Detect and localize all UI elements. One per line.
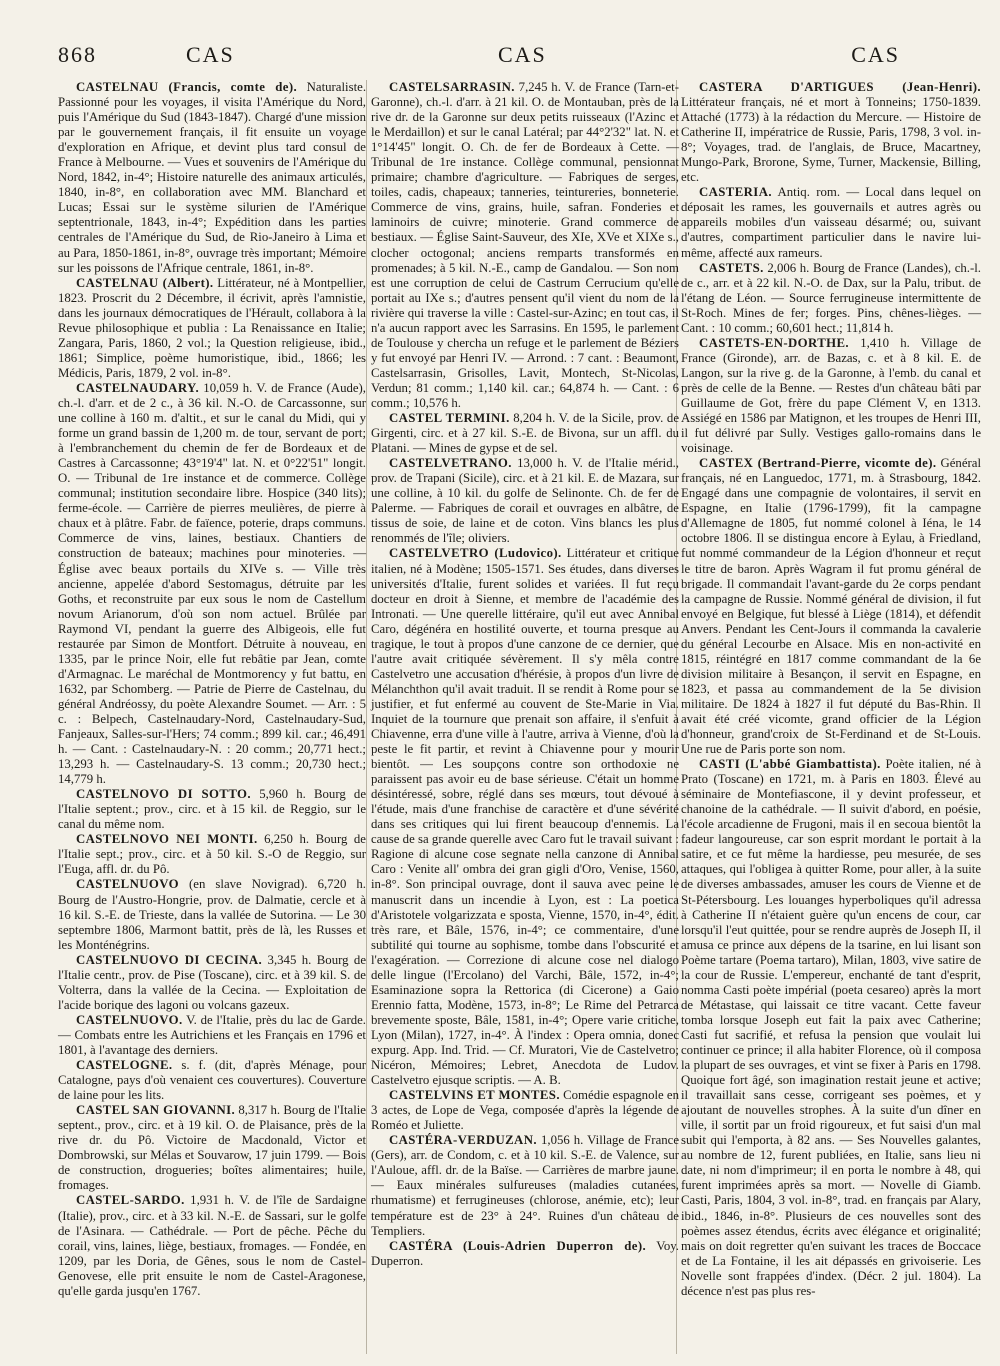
dictionary-entry: [58, 953, 366, 1013]
entry-headword: CASTETS.: [699, 260, 764, 275]
entry-text: Général français, né en Languedoc, 1771, m. à Strasbourg, 1842. Engagé dans une compagnie de volontaires, il servit en Espagne, en Italie (1796-1799), fit la campagne d'Allemagne de 1805, fut nommé colonel à Iéna, le 14 octobre 1806. Il se distingua encore à Eylau, à Friedland, fut nommé commandeur de la Légion d'honneur et reçut le titre de baron. Après Wagram il fut promu général de brigade. Il commandait l'avant-garde du 2e corps pendant la campagne de Russie. Nommé général de division, il fut envoyé en Belgique, fut blessé à Liège (1814), et défendit Anvers. Pendant les Cent-Jours il commanda la cavalerie du général Lecourbe en Alsace. Mis en non-activité en 1815, réintégré en 1817 comme commandant de la 6e division militaire à Besançon, il servit en Espagne, en 1823, et passa au commandement de la 5e division militaire. De 1824 à 1827 il fut député du Bas-Rhin. Il avait été créé vicomte, grand officier de la Légion d'honneur, grand'croix de St-Ferdinand et de St-Louis. Une rue de Paris porte son nom.: [681, 456, 981, 757]
dictionary-entry: [371, 1239, 679, 1269]
dictionary-entry: [371, 1133, 679, 1238]
dictionary-entry: [58, 381, 366, 787]
running-head-center: CAS: [498, 42, 547, 67]
entry-headword: CASTETS-EN-DORTHE.: [699, 335, 850, 350]
entry-text: 1,410 h. Village de France (Gironde), arr. de Bazas, c. et à 8 kil. E. de Langon, sur la rive g. de la Garonne, à l'emb. du canal et près de celle de la Benne. — Restes d'un château bâti par Guillaume de Got, frère du pape Clément V, en 1313. Assiégé en 1586 par Matignon, et les troupes de Henri III, il fut délivré par Sully. Vestiges gallo-romains dans le voisinage.: [681, 335, 981, 456]
entry-headword: CASTELNAU (Francis, comte de).: [76, 80, 298, 94]
column-divider: [366, 80, 367, 1354]
entry-headword: CASTELVINS ET MONTES.: [389, 1088, 560, 1103]
dictionary-entry: [58, 80, 366, 276]
entry-headword: CASTEL-SARDO.: [76, 1193, 185, 1208]
entry-text: (en slave Novigrad). 6,720 h. Bourg de l'Austro-Hongrie, prov. de Dalmatie, cercle et à 16 kil. S.-E. de Trieste, dans la vallée de Sutorina. — Le 30 septembre 1806, Marmont battit, près de là, les Russes et les Monténégrins.: [58, 877, 366, 952]
entry-headword: CASTELVETRANO.: [389, 456, 512, 471]
dictionary-entry: [58, 832, 366, 877]
entry-text: Antiq. rom. — Local dans lequel on déposait les rames, les gouvernails et autres agrès ou appareils mobiles d'un vaisseau désarmé; ou, suivant d'autres, compartiment particulier dans le navire lui-même, affecté aux rameurs.: [681, 185, 981, 260]
entry-text: Littérateur et critique italien, né à Modène; 1505-1571. Ses études, dans diverses universités d'Italie, furent solides et variées. Il fut reçu docteur en droit à Sienne, et membre de l'académie des Intronati. — Une querelle littéraire, qu'il eut avec Annibal Caro, dégénéra en hostilité ouverte, et tourna presque au tragique, le tout à propos d'une canzone de ce dernier, que l'autre avait critiquée sévèrement. Il s'y mêla contre Castelvetro une accusation d'hérésie, à propos d'un livre de Mélanchthon qu'il avait traduit. Il se rendit à Rome pour se justifier, et fut enfermé au couvent de Ste-Marie in Via. Inquiet de la tournure que prenait son affaire, il s'enfuit à Chiavenne, erra d'une ville à l'autre, arriva à Vienne, d'où la peste le fit partir, et revint à Chiavenne pour y mourir bientôt. — Les soupçons contre son orthodoxie ne paraissent pas avoir eu de base sérieuse. C'était un homme désintéressé, sobre, réglé dans ses mœurs, tout dévoué à l'étude, mais d'une franchise de caractère et d'une sévérité dans ses critiques qui lui firent beaucoup d'ennemis. La cause de sa grande querelle avec Caro fut le travail suivant : Ragione di alcune cose segnate nella canzone di Annibal Caro : Venite all' ombra dei gran gigli d'Oro, Venise, 1560, in-8°. Son principal ouvrage, dont il sauva avec peine le manuscrit dans un incendie à Lyon, est : La poetica d'Aristotele volgarizzata e sposta, Vienne, 1570, in-4°, édit. très rare, et Bâle, 1576, in-4°; ce commentaire, d'une subtilité qui tourne au sophisme, tombe dans l'obscurité et l'exagération. — Correzione di alcune cose nel dialogo delle lingue (l'Ercolano) del Varchi, Bâle, 1572, in-4°; Esaminazione sopra la Rettorica (di Cicerone) a Gaio Erennio fatta, Modène, 1573, in-8°; Le Rime del Petrarca brevemente sposte, Bâle, 1581, in-4°; Opere varie critiche, Lyon (Milan), 1727, in-4°. À l'index : Opera omnia, donec expurg. App. Ind. Trid. — Cf. Muratori, Vie de Castelvetro; Nicéron, Mémoires; Lebret, Anecdota de Ludov. Castelvetro ejusque scriptis. — A. B.: [371, 546, 679, 1088]
entry-text: s. f. (dit, d'après Ménage, pour Catalogne, pays d'où venaient ces couvertures). Couverture de laine pour les lits.: [58, 1058, 366, 1103]
column-middle: [371, 80, 679, 1269]
dictionary-entry: [371, 456, 679, 546]
entry-text: 3,345 h. Bourg de l'Italie centr., prov. de Pise (Toscane), circ. et à 39 kil. S. de Volterra, dans la vallée de la Cecina. — Exploitation de l'acide borique des lagoni ou volcans gazeux.: [58, 952, 367, 1012]
dictionary-entry: [371, 546, 679, 1088]
dictionary-entry: [58, 1193, 366, 1298]
entry-headword: CASTERA D'ARTIGUES (Jean-Henri).: [699, 80, 981, 94]
entry-headword: CASTELSARRASIN.: [389, 80, 515, 94]
entry-headword: CASTELOGNE.: [76, 1058, 173, 1073]
dictionary-entry: [58, 787, 366, 832]
entry-text: 8,204 h. V. de la Sicile, prov. de Girgenti, circ. et à 27 kil. S.-E. de Bivona, sur un affl. du Platani. — Mines de gypse et de sel.: [371, 411, 680, 456]
entry-headword: CASTELVETRO (Ludovico).: [389, 546, 562, 561]
entry-headword: CASTELNUOVO DI CECINA.: [76, 952, 263, 967]
entry-text: V. de l'Italie, près du lac de Garde. — Combats entre les Autrichiens et les Français en 1796 et 1801, à l'avantage des derniers.: [58, 1012, 366, 1057]
entry-text: Poète italien, né à Prato (Toscane) en 1721, m. à Paris en 1803. Élevé au séminaire de Montefiascone, il y devint professeur, et chanoine de la cathédrale. — Il suivit d'abord, en poésie, l'école arcadienne de Frugoni, mais il en secoua bientôt la fadeur langoureuse, car son esprit mordant le portait à la satire, et ce fut même la hardiesse, peu mesurée, de ses attaques, qui l'obligea à quitter Rome, pour aller, à la suite de diverses ambassades, amuser les cours de Vienne et de St-Pétersbourg. Les louanges hyperboliques qu'il adressa à Catherine II n'étaient guère qu'un encens de cour, car lorsqu'il l'eut quittée, pour se rendre auprès de Joseph II, il amusa ce prince aux dépens de la tsarine, en lui lisant son Poème tartare (Poema tartaro), Milan, 1803, vive satire de la cour de Russie. L'empereur, enchanté de tant d'esprit, nomma Casti poète impérial (poeta cesareo) après la mort de Métastase, qui laissait ce titre vacant. Cette faveur tomba lorsque Joseph eut fait la paix avec Catherine; Casti fut sacrifié, et refusa la pension que voulait lui continuer ce prince; il alla habiter Florence, où il composa la plupart de ses ouvrages, et vint se fixer à Paris en 1798. Quoique fort âgé, son imagination restait jeune et active; il travaillait sans cesse, corrigeant ses poèmes, et y ajoutant de nouvelles strophes. À la suite d'un dîner en ville, il sortit par un froid rigoureux, et fut saisi d'un mal subit qui l'emporta, à 82 ans. — Ses Nouvelles galantes, au nombre de 12, furent publiées, en Italie, sans lieu ni date, ni nom d'imprimeur; il en porta le nombre à 48, qui furent imprimées après sa mort. — Novelle di Giamb. Casti, Paris, 1804, 3 vol. in-8°, trad. en français par Alary, ibid., 1846, in-8°. Plusieurs de ces nouvelles sont des poèmes assez étendus, écrits avec élégance et originalité; mais on doit regretter qu'en suivant les traces de Boccace et de La Fontaine, il les ait dépassés en grivoiserie. Les Novelle sont frappées d'index. (Décr. 2 jul. 1804). La décence n'est pas plus res-: [681, 757, 981, 1298]
dictionary-entry: [58, 276, 366, 381]
dictionary-entry: [371, 1088, 679, 1133]
dictionary-entry: [371, 411, 679, 456]
entry-headword: CASTI (L'abbé Giambattista).: [699, 757, 881, 772]
dictionary-entry: [681, 456, 981, 757]
entry-text: 2,006 h. Bourg de France (Landes), ch.-l. de c., arr. et à 22 kil. N.-O. de Dax, sur la Palu, tribut. de l'étang de Léon. — Source ferrugineuse intermittente de St-Roch. Mines de fer; forges. Pins, chênes-lièges. — Cant. : 10 comm.; 60,601 hect.; 11,814 h.: [681, 260, 981, 335]
page-header: [58, 42, 970, 78]
entry-text: 5,960 h. Bourg de l'Italie septent.; prov., circ. et à 15 kil. de Reggio, sur le canal du même nom.: [58, 787, 367, 832]
entry-text: Littérateur, né à Montpellier, 1823. Proscrit du 2 Décembre, il écrivit, après l'amnistie, dans les journaux démocratiques de l'Hérault, collabora à la Revue philosophique et publia : La Renaissance en Italie; Zangara, Paris, 1860, 2 vol.; la Question religieuse, ibid., 1861; Simplice, poème humoristique, ibid., 1866; les Médicis, Paris, 1879, 2 vol. in-8°.: [58, 275, 366, 380]
entry-headword: CASTEL TERMINI.: [389, 411, 510, 426]
entry-headword: CASTEX (Bertrand-Pierre, vicomte de).: [699, 456, 937, 471]
entry-text: Naturaliste. Passionné pour les voyages, il visita l'Amérique du Nord, puis l'Amérique du Sud (1843-1847). Chargé d'une mission par le gouvernement français, il fit ensuite un voyage d'exploration en Afrique, et devint plus tard consul de France à Melbourne. — Vues et souvenirs de l'Amérique du Nord, 1842, in-4°; Histoire naturelle des animaux articulés, 1840, in-8°, en collaboration avec MM. Blanchard et Lucas; Essai sur le système silurien de l'Amérique septentrionale, 1843, in-4°; Expédition dans les parties centrales de l'Amérique du Sud, de Rio-Janeiro à Lima et au Para, 1850-1861, in-8°, ouvrage très important; Mémoire sur les poissons de l'Afrique centrale, 1861, in-8°.: [58, 80, 367, 275]
column-left: [58, 80, 366, 1299]
entry-text: 6,250 h. Bourg de l'Italie sept.; prov., circ. et à 50 kil. S.-O de Reggio, sur l'Euga, affl. dr. du Pô.: [58, 832, 366, 877]
entry-headword: CASTELNAUDARY.: [76, 380, 200, 395]
entry-text: 13,000 h. V. de l'Italie mérid., prov. de Trapani (Sicile), circ. et à 21 kil. E. de Mazara, sur une colline, à 10 kil. du golfe de Selinonte. Ch. de fer de Palerme. — Fabriques de corail et ouvrages en albâtre, de tissus de soie, de laine et de coton. Vins blancs les plus renommés de l'île; oliviers.: [371, 456, 679, 546]
entry-headword: CASTELNOVO NEI MONTI.: [76, 832, 258, 847]
dictionary-entry: [681, 80, 981, 185]
entry-text: Comédie espagnole en 3 actes, de Lope de Vega, composée d'après la légende de Roméo et Juliette.: [371, 1088, 679, 1133]
running-head-right: CAS: [851, 42, 900, 67]
entry-headword: CASTELNUOVO: [76, 877, 179, 892]
dictionary-entry: [58, 877, 366, 952]
entry-headword: CASTÉRA (Louis-Adrien Duperron de).: [389, 1238, 647, 1253]
dictionary-entry: [681, 757, 981, 1299]
running-head-left: CAS: [186, 42, 235, 67]
entry-headword: CASTEL SAN GIOVANNI.: [76, 1103, 236, 1118]
dictionary-entry: [58, 1058, 366, 1103]
entry-text: 10,059 h. V. de France (Aude), ch.-l. d'arr. et de 2 c., à 36 kil. N.-O. de Carcassonne, sur une colline à 160 m. d'altit., et sur le canal du Midi, qui y forme un grand bassin de 1,200 m. de tour, servant de port; à l'embranchement du chemin de fer de Bordeaux et de Castres à Carcassonne; 43°19'4" lat. N. et 0°22'51" longit. O. — Tribunal de 1re instance et de commerce. Collège communal; institution secondaire libre. Hospice (340 lits); ferme-école. — Carrière de pierres meulières, de pierre à chaux et à plâtre. Fabr. de faïence, poterie, draps communs. Commerce de vins, laines, bestiaux. Chantiers de construction de bateaux; machines pour minoteries. — Église avec beaux portails du XIVe s. — Ville très ancienne, appelée d'abord Sestomagus, détruite par les Goths, et reconstruite par eux sous le nom de Castellum novum Arianorum, d'où son nom actuel. Brûlée par Raymond VI, pendant la guerre des Albigeois, elle fut restaurée par Simon de Montfort. Détruite à nouveau, en 1335, par le prince Noir, elle fut rebâtie par Jean, comte d'Armagnac. Le maréchal de Montmorency y fut battu, en 1632, par Schomberg. — Patrie de Pierre de Castelnau, du général Andréossy, du poète Alexandre Soumet. — Arr. : 5 c. : Belpech, Castelnaudary-Nord, Castelnaudary-Sud, Fanjeaux, Salles-sur-l'Hers; 74 comm.; 899 kil. car.; 46,491 h. — Cant. : Castelnaudary-N. : 20 comm.; 20,771 hect.; 13,293 h. — Castelnaudary-S. 13 comm.; 20,730 hect.; 14,779 h.: [58, 380, 367, 787]
entry-headword: CASTERIA.: [699, 185, 772, 200]
dictionary-entry: [681, 336, 981, 456]
entry-text: 8,317 h. Bourg de l'Italie septent., prov., circ. et à 19 kil. O. de Plaisance, près de la rive dr. du Pô. Victoire de Macdonald, Victor et Dombrowski, sur Mélas et Souvarow, 17 juin 1799. — Bois de construction, drogueries; boîtes alimentaires; huile, fromages.: [58, 1103, 366, 1193]
entry-headword: CASTELNUOVO.: [76, 1012, 183, 1027]
entry-text: 1,931 h. V. de l'île de Sardaigne (Italie), prov., circ. et à 33 kil. N.-E. de Sassari, sur le golfe de l'Asinara. — Cathédrale. — Port de pêche. Pêche du corail, vins, laines, liège, bestiaux, fromages. — Fondée, en 1209, par les Doria, de Gênes, sous le nom de Castel-Genovese, elle prit ensuite le nom de Castel-Aragonese, qu'elle garda jusqu'en 1767.: [58, 1193, 367, 1298]
entry-headword: CASTELNOVO DI SOTTO.: [76, 787, 252, 802]
dictionary-entry: [681, 185, 981, 260]
column-right: [681, 80, 981, 1299]
dictionary-entry: [681, 261, 981, 336]
dictionary-entry: [58, 1013, 366, 1058]
entry-text: Littérateur français, né et mort à Tonneins; 1750-1839. Attaché (1773) à la rédaction du Mercure. — Histoire de Catherine II, impératrice de Russie, Paris, 1798, 3 vol. in-8°; Voyages, trad. de l'anglais, de Bruce, Macartney, Mungo-Park, Brorone, Syme, Turner, Mackensie, Billing, etc.: [681, 95, 981, 185]
dictionary-entry: [58, 1103, 366, 1193]
page-number: 868: [58, 42, 97, 67]
dictionary-entry: [371, 80, 679, 411]
entry-text: 1,056 h. Village de France (Gers), arr. de Condom, c. et à 10 kil. S.-E. de Valence, sur l'Auloue, affl. dr. de la Baïse. — Carrières de marbre jaune. — Eaux minérales sulfureuses (maladies cutanées, rhumatisme) et ferrugineuses (chlorose, anémie, etc); leur température est de 23° à 24°. Ruines d'un château de Templiers.: [371, 1133, 680, 1238]
entry-headword: CASTELNAU (Albert).: [76, 275, 214, 290]
entry-text: 7,245 h. V. de France (Tarn-et-Garonne), ch.-l. d'arr. à 21 kil. O. de Montauban, près de la rive dr. de la Garonne sur deux petits ruisseaux (l'Azinc et le Merdaillon) et sur le canal Latéral; par 44°2'32" lat. N. et 1°14'45" longit. O. Ch. de fer de Bordeaux à Cette. — Tribunal de 1re instance. Collège communal, pensionnat primaire; chambre d'agriculture. — Fabriques de serges, toiles, cadis, chapeaux; tanneries, teintureries, bonneterie. Commerce de vins, grains, huile, safran. Fonderies et laminoirs de cuivre; minoterie. Grand commerce de bestiaux. — Église Saint-Sauveur, des XIe, XVe et XIXe s., clocher octogonal; anciens remparts transformés en promenades; à 5 kil. N.-E., camp de Gandalou. — Son nom est une corruption de celui de Castrum Cerrucium qu'elle portait au IXe s.; d'autres pensent qu'il vient du nom de la rivière qui traverse la ville : Castel-sur-Azinc; en tout cas, il n'a aucun rapport avec les Sarrasins. En 1595, le parlement de Toulouse y chercha un refuge et le parlement de Béziers y fut envoyé par Henri IV. — Arrond. : 7 cant. : Beaumont, Castelsarrasin, Grisolles, Lavit, Montech, St-Nicolas, Verdun; 81 comm.; 1,140 kil. car.; 64,874 h. — Cant. : 6 comm.; 10,576 h.: [371, 80, 679, 410]
entry-text: Voy. Duperron.: [371, 1238, 680, 1268]
entry-headword: CASTÉRA-VERDUZAN.: [389, 1133, 537, 1148]
